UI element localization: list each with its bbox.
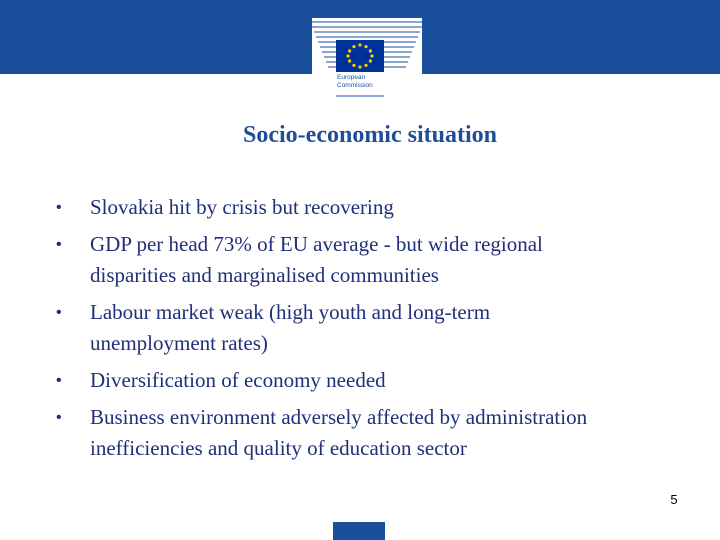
bullet-item xyxy=(0,192,720,223)
bullet-item xyxy=(0,365,720,396)
page-number: 5 xyxy=(670,492,678,507)
bullet-icon: • xyxy=(56,199,62,216)
logo-text-line2: Commission xyxy=(337,81,373,89)
bullet-icon: • xyxy=(56,372,62,389)
european-commission-logo xyxy=(312,18,422,100)
bullet-icon: • xyxy=(56,409,62,426)
bullet-icon: • xyxy=(56,236,62,253)
bullet-list xyxy=(0,192,720,464)
logo-text-line1: European xyxy=(337,74,366,81)
logo-caption xyxy=(337,74,373,89)
bullet-line: Business environment adversely affected by administration xyxy=(90,405,588,429)
footer-bar xyxy=(333,522,385,540)
bullet-item xyxy=(0,229,720,291)
bullet-item xyxy=(0,297,720,359)
bullet-line: inefficiencies and quality of education sector xyxy=(90,436,467,460)
bullet-item xyxy=(0,402,720,464)
bullet-line: Labour market weak (high youth and long-term xyxy=(90,300,491,324)
bullet-line: GDP per head 73% of EU average - but wide regional xyxy=(90,232,543,256)
bullet-line: Diversification of economy needed xyxy=(90,368,386,392)
bullet-line: unemployment rates) xyxy=(90,331,268,355)
bullet-line: Slovakia hit by crisis but recovering xyxy=(90,195,394,219)
slide-title: Socio-economic situation xyxy=(243,122,497,148)
bullet-line: disparities and marginalised communities xyxy=(90,263,439,287)
bullet-icon: • xyxy=(56,304,62,321)
